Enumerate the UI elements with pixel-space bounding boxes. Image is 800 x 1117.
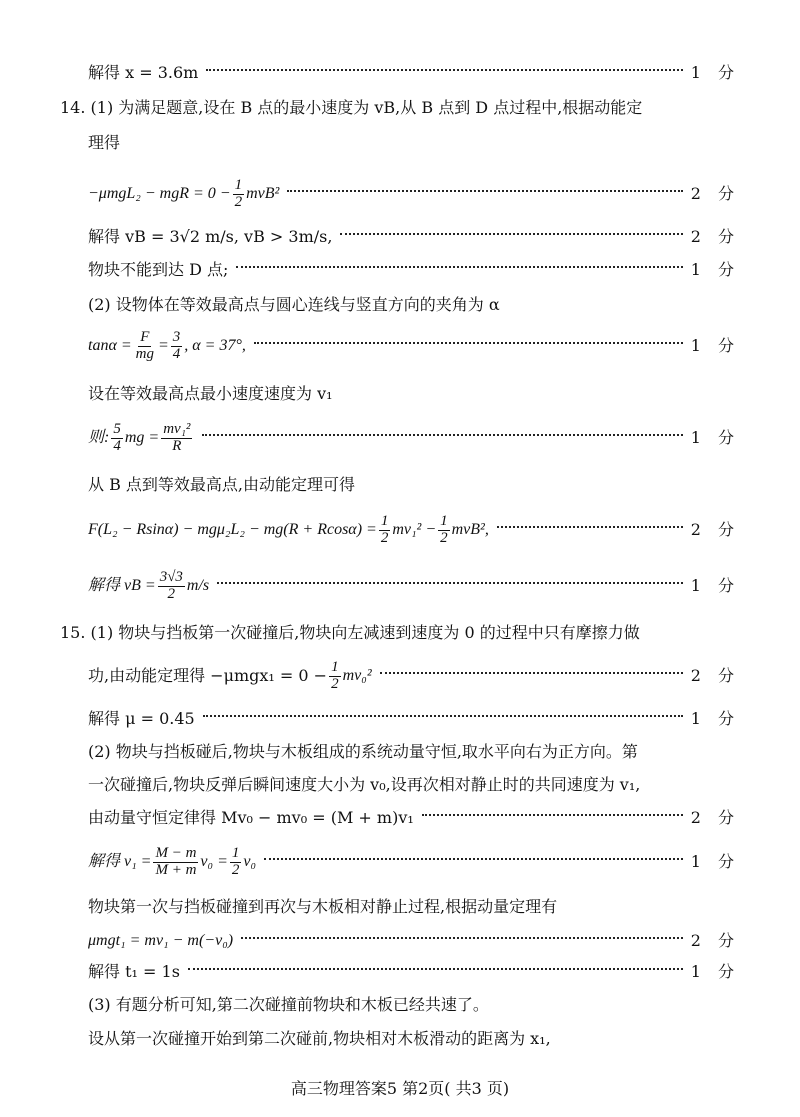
fraction	[230, 846, 242, 879]
line-solution-vb	[88, 228, 740, 246]
equation-tail: v₀	[243, 853, 257, 871]
equation-text: μmgt₁ = mv₁ − m(−v₀)	[88, 932, 234, 949]
fraction-denominator: mg	[135, 345, 154, 362]
score-label: 2 分	[690, 808, 740, 827]
line-text: 从 B 点到等效最高点,由动能定理可得	[88, 475, 356, 494]
line-conclusion-d	[88, 261, 740, 279]
line-text: (3) 有题分析可知,第二次碰撞前物块和木板已经共速了。	[88, 995, 489, 1014]
line-text-continuation	[88, 134, 740, 152]
score-label: 1 分	[690, 962, 740, 981]
line-text-min-speed	[88, 385, 740, 403]
fraction	[134, 330, 156, 363]
equation-tail: m/s	[186, 577, 210, 595]
fraction-numerator: 3√3	[159, 569, 183, 585]
fraction	[158, 570, 185, 603]
fraction	[161, 422, 192, 455]
fraction-numerator: 1	[331, 659, 339, 675]
fraction-numerator: 1	[440, 513, 448, 529]
fraction-denominator: 2	[380, 529, 389, 546]
equation-work-energy-2	[88, 514, 740, 547]
line-text: 解得 t₁ = 1s	[88, 962, 180, 981]
equation-tan-alpha	[88, 330, 740, 363]
equation-work-energy-1	[88, 178, 740, 211]
leader-dots	[264, 858, 683, 860]
part-2-heading	[88, 296, 740, 314]
page-footer: 高三物理答案5 第2页( 共3 页)	[290, 1079, 510, 1098]
line-text-energy-theorem	[88, 476, 740, 494]
score-label: 2 分	[690, 931, 740, 950]
fraction-numerator: 3	[172, 329, 181, 345]
equation-momentum	[88, 809, 740, 827]
score-label: 1 分	[690, 260, 740, 279]
score-label: 2 分	[690, 184, 740, 204]
score-label: 1 分	[690, 63, 740, 82]
fraction-denominator: 2	[231, 861, 240, 878]
equation-text: tanα =	[88, 337, 132, 355]
fraction	[438, 514, 450, 547]
line-text: (2) 物块与挡板碰后,物块与木板组成的系统动量守恒,取水平向右为正方向。第	[88, 742, 638, 761]
equation-tail: mvB²,	[451, 521, 489, 539]
equation-tail: , α = 37°,	[184, 337, 246, 355]
leader-dots	[236, 266, 682, 268]
fraction-numerator: 1	[231, 845, 240, 861]
equation-mid: mv₁² −	[392, 521, 437, 539]
question-14-heading	[60, 99, 740, 117]
line-text: 物块第一次与挡板碰撞到再次与木板相对静止过程,根据动量定理有	[88, 897, 558, 916]
equation-text: 解得 v₁ =	[88, 853, 152, 871]
line-text: 设从第一次碰撞开始到第二次碰前,物块相对木板滑动的距离为 x₁,	[88, 1029, 551, 1048]
fraction	[329, 660, 341, 693]
question-15-heading	[60, 624, 740, 642]
equation-text: −μmgL₂ − mgR = 0 −	[88, 185, 231, 203]
fraction-denominator: R	[172, 437, 182, 454]
fraction-denominator: M + m	[155, 861, 197, 878]
leader-dots	[202, 434, 682, 436]
fraction-denominator: 4	[113, 437, 121, 454]
fraction	[111, 422, 123, 455]
equation-tail: mv₀²	[342, 667, 372, 685]
line-solution-mu	[88, 710, 740, 728]
score-label: 1 分	[690, 428, 740, 448]
score-label: 1 分	[690, 852, 740, 872]
leader-dots	[380, 672, 683, 674]
line-text: 解得 x = 3.6m	[88, 63, 199, 82]
leader-dots	[497, 526, 683, 528]
fraction-numerator: 1	[234, 177, 243, 193]
fraction	[153, 846, 198, 879]
equation-mid: v₀ =	[200, 853, 228, 871]
equation-impulse	[88, 932, 740, 950]
leader-dots	[217, 582, 683, 584]
line-text: 一次碰撞后,物块反弹后瞬间速度大小为 v₀,设再次相对静止时的共同速度为 v₁,	[88, 775, 641, 794]
line-text: (2) 设物体在等效最高点与圆心连线与竖直方向的夹角为 α	[88, 295, 500, 314]
line-solution-vb-2	[88, 570, 740, 603]
leader-dots	[203, 715, 683, 717]
fraction-denominator: 2	[331, 675, 339, 692]
line-text: 解得 vB = 3√2 m/s, vB > 3m/s,	[88, 227, 333, 246]
equation-text: 功,由动能定理得 −μmgx₁ = 0 −	[88, 666, 328, 686]
fraction-numerator: M − m	[155, 845, 197, 861]
equation-mid: mg =	[124, 429, 160, 447]
part-2-q15-line1	[88, 743, 740, 761]
part-3-heading	[88, 996, 740, 1014]
fraction-denominator: 2	[440, 529, 448, 546]
line-text: 理得	[88, 133, 121, 152]
fraction-denominator: 2	[234, 193, 243, 210]
fraction-denominator: 2	[167, 585, 176, 602]
equation-text: 由动量守恒定律得 Mv₀ − mv₀ = (M + m)v₁	[88, 808, 414, 827]
score-label: 2 分	[690, 227, 740, 246]
equation-friction-work	[88, 660, 740, 693]
equation-tail: mvB²	[246, 185, 280, 203]
line-solution-t1	[88, 963, 740, 981]
line-text: 解得 μ = 0.45	[88, 709, 195, 728]
line-text-impulse	[88, 898, 740, 916]
fraction-numerator: F	[140, 329, 150, 345]
leader-dots	[422, 814, 683, 816]
equation-mid: =	[157, 337, 169, 355]
score-label: 1 分	[690, 709, 740, 728]
line-text: 设在等效最高点最小速度速度为 v₁	[88, 384, 333, 403]
fraction-numerator: mv₁²	[163, 421, 191, 437]
equation-centripetal	[88, 422, 740, 455]
leader-dots	[241, 937, 683, 939]
equation-text: 则:	[88, 429, 110, 447]
fraction	[379, 514, 391, 547]
leader-dots	[188, 968, 683, 970]
leader-dots	[254, 342, 683, 344]
fraction-denominator: 4	[172, 345, 181, 362]
fraction-numerator: 5	[113, 421, 121, 437]
line-text: 15. (1) 物块与挡板第一次碰撞后,物块向左减速到速度为 0 的过程中只有摩擦力做	[60, 623, 640, 642]
leader-dots	[287, 190, 682, 192]
score-label: 2 分	[690, 520, 740, 540]
line-text: 物块不能到达 D 点;	[88, 260, 229, 279]
part-2-q15-line2	[88, 776, 740, 794]
line-solution-v1	[88, 846, 740, 879]
fraction	[171, 330, 183, 363]
equation-text: F(L₂ − Rsinα) − mgμ₂L₂ − mg(R + Rcosα) =	[88, 521, 377, 539]
fraction	[233, 178, 245, 211]
score-label: 1 分	[690, 336, 740, 356]
line-solution-x	[88, 64, 740, 82]
score-label: 1 分	[690, 576, 740, 596]
score-label: 2 分	[690, 666, 740, 686]
leader-dots	[340, 233, 682, 235]
equation-text: 解得 vB =	[88, 577, 156, 595]
fraction-numerator: 1	[380, 513, 389, 529]
line-text-relative-distance	[88, 1030, 740, 1048]
leader-dots	[206, 69, 682, 71]
line-text: 14. (1) 为满足题意,设在 B 点的最小速度为 vB,从 B 点到 D 点过程中,根据动能定	[60, 98, 643, 117]
